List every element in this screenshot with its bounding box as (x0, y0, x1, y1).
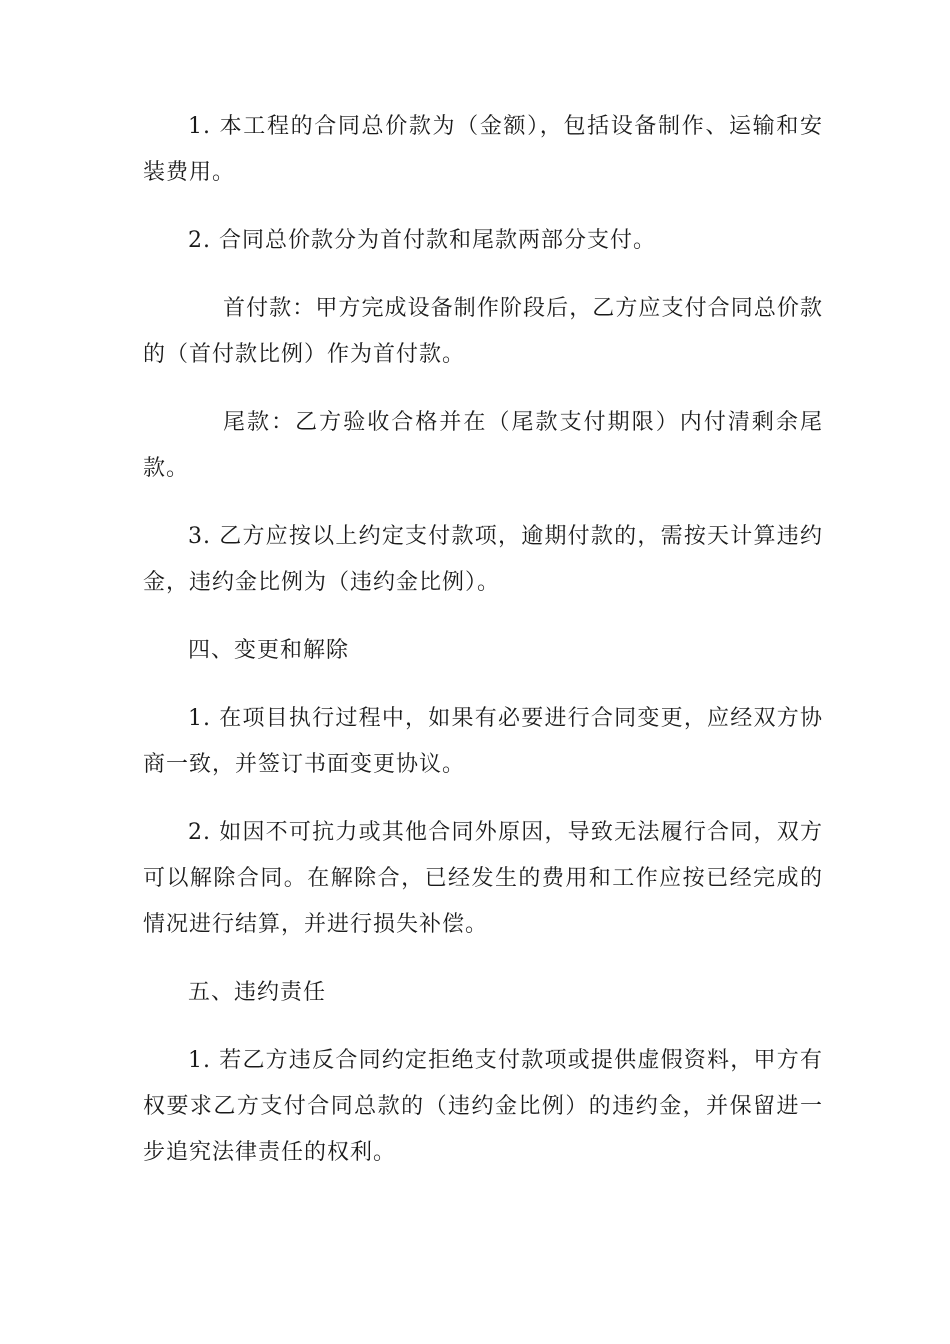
section-heading-liability: 五、违约责任 (188, 980, 327, 1005)
paragraph-total-price: 1. 本工程的合同总价款为（金额），包括设备制作、运输和安装费用。 (143, 114, 823, 185)
paragraph-contract-termination: 2. 如因不可抗力或其他合同外原因，导致无法履行合同，双方可以解除合同。在解除合，已经发生的费用和工作应按已经完成的情况进行结算，并进行损失补偿。 (143, 820, 823, 937)
paragraph-final-payment: 尾款：乙方验收合格并在（尾款支付期限）内付清剩余尾款。 (143, 410, 823, 481)
paragraph-late-payment: 3. 乙方应按以上约定支付款项，逾期付款的，需按天计算违约金，违约金比例为（违约金比例）。 (143, 524, 823, 595)
section-heading-change-termination: 四、变更和解除 (188, 638, 350, 663)
paragraph-contract-change: 1. 在项目执行过程中，如果有必要进行合同变更，应经双方协商一致，并签订书面变更协议。 (143, 706, 823, 777)
document-body (143, 104, 823, 1198)
paragraph-payment-split: 2. 合同总价款分为首付款和尾款两部分支付。 (188, 228, 656, 253)
paragraph-down-payment: 首付款：甲方完成设备制作阶段后，乙方应支付合同总价款的（首付款比例）作为首付款。 (143, 296, 823, 367)
paragraph-breach-liability: 1. 若乙方违反合同约定拒绝支付款项或提供虚假资料，甲方有权要求乙方支付合同总款的（违约金比例）的违约金，并保留进一步追究法律责任的权利。 (143, 1048, 823, 1165)
